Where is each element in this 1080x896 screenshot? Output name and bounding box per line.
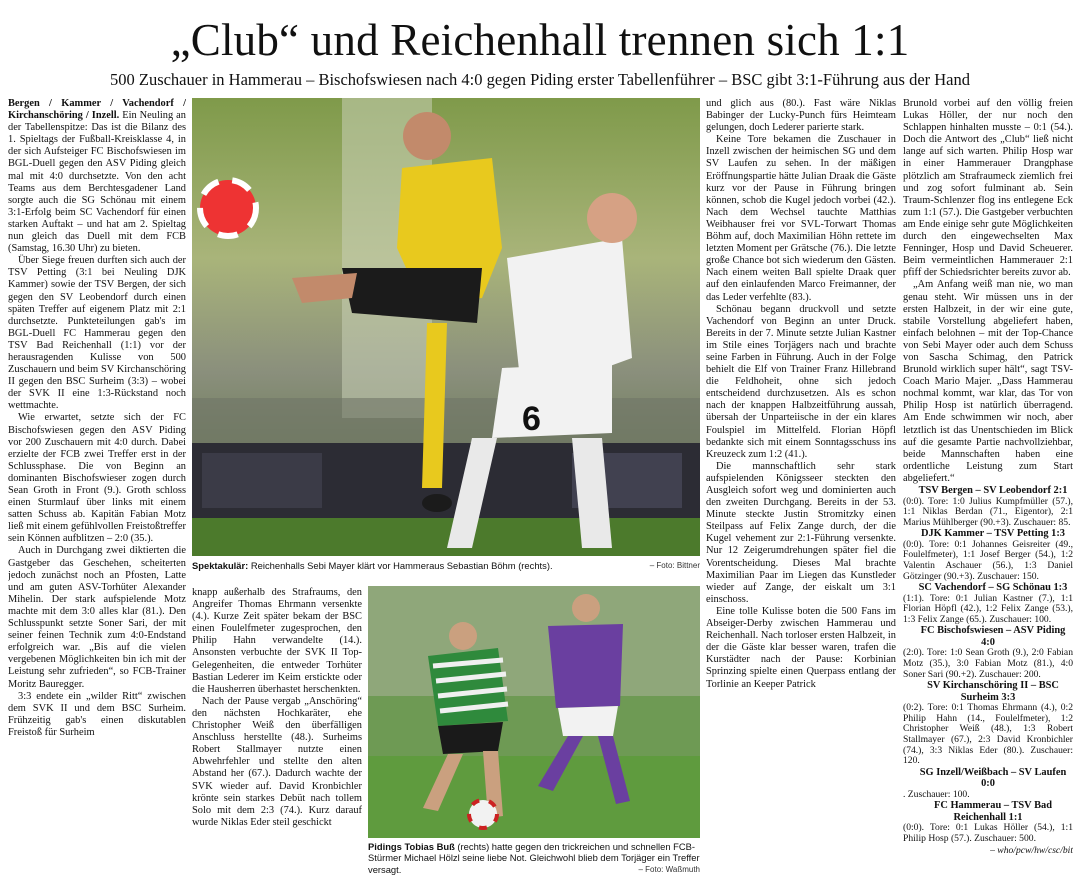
article-column-1 <box>8 98 186 893</box>
result-entry: SG Inzell/Weißbach – SV Laufen 0:0 . Zuschauer: 100. <box>903 766 1067 800</box>
result-entry: FC Hammerau – TSV Bad Reichenhall 1:1 (0:0). Tore: 0:1 Lukas Höller (54.), 1:1 Philip Hosp (57.). Zuschauer: 500. <box>903 800 1073 844</box>
article-paragraph: Über Siege freuen durften sich auch der TSV Petting (3:1 bei Neuling DJK Kammer) sowie der TSV Bergen, der sich gegen den SV Leobendorf durch einen späten Treffer auf eigenem Platz mit 2:1 durchsetzte. Punkteteilungen gab's im BGL-Duell FC Hammerau gegen den TSV Bad Reichenhall (1:1) vor der herausragenden Kulisse von 500 Zuschauern und beim SV Kirchanschöring II gegen den BSC Surheim (3:3) – wobei der SVK II eine 1:3-Rückstand noch wettmachte. <box>8 255 186 412</box>
article-paragraph: Bergen / Kammer / Vachendorf / Kirchanschöring / Inzell. Ein Neuling an der Tabellenspitze: Das ist die Bilanz des 1. Spieltags der Fußball-Kreisklasse 4, in der sich Aufsteiger FC Bischofswiesen im BGL-Duell gegen den ASV Piding gleich mal mit 4:0 durchsetzte. Von den acht Teams aus dem Berchtesgadener Land sorgte auch die SG Schönau mit einem 3:1-Erfolg beim SC Vachendorf für einen starken Auftakt – und hat am 2. Spieltag nun gleich das Duell mit dem FCB (Samstag, 16.30 Uhr) zu bieten. <box>8 98 186 255</box>
result-entry: TSV Bergen – SV Leobendorf 2:1 (0:0). Tore: 1:0 Julius Kumpfmüller (57.), 1:1 Niklas Berdan (71., Eigentor), 2:1 Marius Mühlberger (90.+3). Zuschauer: 85. <box>903 485 1073 528</box>
article-paragraph: Nach der Pause vergab „Anschöring“ den nächsten Hochkaräter, ehe Christopher Weiß den überfälligen Anschluss herstellte (48.). Surheims Robert Stallmayer nutzte einen Abwehrfehler und stellte den alten Abstand her (67.). Dadurch wachte der SVK wieder auf. David Kronbichler krönte sein starkes Debüt nach tollem Solo mit dem 2:3 (74.). Kurz darauf wurde Niklas Eder steil geschickt <box>192 695 362 828</box>
jersey-number: 6 <box>522 400 541 438</box>
match-photo-main <box>192 98 700 556</box>
headline: „Club“ und Reichenhall trennen sich 1:1 <box>170 15 910 65</box>
article-column-3 <box>706 98 896 893</box>
football-players-photo <box>192 98 700 556</box>
photo-credit: – Foto: Bittner <box>649 561 700 570</box>
photo-caption-main: Spektakulär: Reichenhalls Sebi Mayer klärt vor Hammeraus Sebastian Böhm (rechts). – Foto: Bittner <box>192 560 700 571</box>
article-paragraph: 3:3 endete ein „wilder Ritt“ zwischen dem SVK II und dem BSC Surheim. Frühzeitig gab's einen diskutablen Freistoß für Surheim <box>8 690 186 738</box>
photo-caption-second: Pidings Tobias Buß (rechts) hatte gegen den trickreichen und schnellen FCB-Stürmer Michael Hölzl seine liebe Not. Gleichwohl blieb dem Torjäger ein Treffer versagt. – Foto: Waßmuth <box>368 841 700 875</box>
article-column-2 <box>192 587 362 893</box>
article-column-4 <box>903 98 1073 893</box>
article-paragraph: Eine tolle Kulisse boten die 500 Fans im Abseiger-Derby zwischen Hammerau und Reichenhall. Nach torloser ersten Halbzeit, in der die Gäste klar besser waren, trafen die Kurstädter nach der Pause: Korbinian Sprinzing spielte einen Querpass entlang der Torlinie an Keeper Patrick <box>706 605 896 690</box>
football-duel-photo <box>368 586 700 838</box>
result-entry: SC Vachendorf – SG Schönau 1:3 (1:1). Tore: 0:1 Julian Kastner (7.), 1:1 Florian Höpfl (42.), 1:2 Felix Zange (53.), 1:3 Felix Zange (65.). Zuschauer: 100. <box>903 582 1073 625</box>
result-entry: SV Kirchanschöring II – BSC Surheim 3:3 (0:2). Tore: 0:1 Thomas Ehrmann (4.), 0:2 Philip Hahn (14., Foulelfmeter), 1:2 Christopher Weiß (48.), 1:3 Robert Stallmayer (67.), 2:3 David Kronbichler (74.), 3:3 Niklas Eder (80.). Zuschauer: 120. <box>903 680 1073 767</box>
article-paragraph: Schönau begann druckvoll und setzte Vachendorf von Beginn an unter Druck. Bereits in der 7. Minute setzte Julian Kastner im Stile eines Torjägers nach und brachte seine Farben in Führung. Auch in der Folge behielt die Elf von Trainer Franz Hillebrand die Feldhoheit, ohne sich jedoch entscheidend durchzusetzen. Als es schon nach der knappen Halbzeitführung aussah, übersah der Unparteiische in der ein klares Foulspiel im Mittelfeld. Florian Höpfl bedankte sich mit einem Sonntagsschuss ins Kreuzeck zum 1:2 (41.). <box>706 303 896 460</box>
article-paragraph: „Am Anfang weiß man nie, wo man genau steht. Wir müssen uns in der ersten Halbzeit, in der wir eine gute, stabile Vorstellung abgeliefert haben, einfach belohnen – mit der Top-Chance von Sebi Mayer oder auch dem Schuss von Sascha Schimag, den Patrick Brunold wirklich super hält“, sagt TSV-Coach Mario Majer. „Dass Hammerau nochmal kommt, war klar, das Tor von Philip Hosp ist natürlich überragend. Am Ende schwimmen wir noch, aber letztlich ist das Unentschieden im Blick auf die gesamte Partie nachvollziehbar, beide Mannschaften haben eine ordentliche Leistung zum Start abgeliefert.“ <box>903 279 1073 484</box>
byline: – who/pcw/hw/csc/bit <box>990 844 1073 856</box>
article-paragraph: knapp außerhalb des Strafraums, den Angreifer Thomas Ehrmann versenkte (4.). Kurze Zeit später bekam der BSC einen Foulelfmeter zugesprochen, den Philip Hahn verwandelte (14.). Ansonsten verbuchte der SVK II Top-Gelegenheiten, die entweder Torhüter Bastian Lederer im Keim erstickte oder die Hausherren überhastet herschenkten. <box>192 587 362 695</box>
match-photo-second <box>368 586 700 838</box>
article-paragraph: Brunold vorbei auf den völlig freien Lukas Höller, der nur noch den Schlappen hinhalten musste – 0:1 (54.). Doch die Antwort des „Club“ ließ nicht lange auf sich warten. Philip Hosp war in einer Hammerauer Drangphase plötzlich am Strafraumeck ziemlich frei und zog sofort fulminant ab. Sein Traum-Schlenzer flog ins entlegene Eck zum 1:1 (57.). Die Gastgeber verbuchten am Ende einige sehr gute Möglichkeiten durch den eingewechselten Max Fenninger, Hosp und David Scheuerer. Beim vermeintlichen Hammerauer 2:1 pfiff der Schiedsrichter bereits zuvor ab. <box>903 98 1073 279</box>
dateline: Bergen / Kammer / Vachendorf / Kirchanschöring / Inzell. <box>8 98 186 122</box>
result-entry: DJK Kammer – TSV Petting 1:3 (0:0). Tore: 0:1 Johannes Geisreiter (49., Foulelfmeter), 1:1 Josef Berger (54.), 1:2 Valentin Aschauer (56.), 1:3 Daniel Götzinger (90.+3). Zuschauer: 150. <box>903 528 1073 582</box>
article-paragraph: Keine Tore bekamen die Zuschauer in Inzell zwischen der heimischen SG und dem SV Laufen zu sehen. In der mäßigen Eröffnungspartie hätte Julian Draak die Gäste kurz vor der Pause in Führung bringen können, schob die Kugel jedoch vorbei (42.). Nach dem Wechsel tauchte Matthias Weibhauser frei vor SVL-Torwart Thomas Böhm auf, doch Maximilian Höhn rettete im letzten Moment per Grätsche (76.). Die letzte große Chance bot sich wiederum den Gästen. Nach einem weiten Ball spielte Draak quer auf den einlaufenden Marco Freimanner, der das Leder verfehlte (83.). <box>706 134 896 303</box>
subline: 500 Zuschauer in Hammerau – Bischofswiesen nach 4:0 gegen Piding erster Tabellenführer – BSC gibt 3:1-Führung aus der Hand <box>109 70 970 89</box>
article-paragraph: Die mannschaftlich sehr stark aufspielenden Königsseer steckten den Ausgleich sofort weg und dominierten auch den zweiten Durchgang. Bereits in der 53. Minute steckte Justin Stromitzky einen Steilpass auf Felix Zange durch, der die Kugel vehement zur 2:1-Führung versenkte. Nur 12 Zeigerumdrehungen später fiel die Vorentscheidung. Dieses Mal brachte Maximilian Paar im Liegen das Kunstleder wieder auf Zange, der eiskalt um 3:1 einschoss. <box>706 460 896 605</box>
results-box <box>903 485 1073 845</box>
article-paragraph: Auch in Durchgang zwei diktierten die Gastgeber das Geschehen, scheiterten jedoch zunächst noch an Pfosten, Latte und am guten ASV-Torhüter Alexander Mihelin. Der stark aufspielende Motz machte mit dem 3:0 alles klar (81.). Den Schlusspunkt setzte Soner Sari, der mit seiner feinen Technik zum 4:0-Endstand erfolgreich war. „Bis auf die vielen vergebenen Möglichkeiten bin ich mit der Leistung sehr zufrieden“, so FCB-Trainer Moritz Bauregger. <box>8 545 186 690</box>
article-paragraph: Wie erwartet, setzte sich der FC Bischofswiesen gegen den ASV Piding vor 200 Zuschauern mit 4:0 durch. Dabei erzielte der FCB zwei Treffer erst in der Schlussphase. Die von Beginn an dominanten Bischofswieser zogen durch Sean Groth in Front (9.). Groth schloss einen Sturmlauf über links mit einem satten Schuss ab. Kapitän Fabian Motz ließ mit einem gefühlvollen Freistoßtreffer sein Können aufblitzen – 2:0 (35.). <box>8 412 186 545</box>
photo-credit: – Foto: Waßmuth <box>638 864 700 874</box>
result-entry: FC Bischofswiesen – ASV Piding 4:0 (2:0). Tore: 1:0 Sean Groth (9.), 2:0 Fabian Motz (35.), 3:0 Fabian Motz (81.), 4:0 Soner Sari (90.+2). Zuschauer: 200. <box>903 625 1073 680</box>
article-paragraph: und glich aus (80.). Fast wäre Niklas Babinger der Lucky-Punch fürs Heimteam gelungen, doch Lederer parierte stark. <box>706 98 896 134</box>
